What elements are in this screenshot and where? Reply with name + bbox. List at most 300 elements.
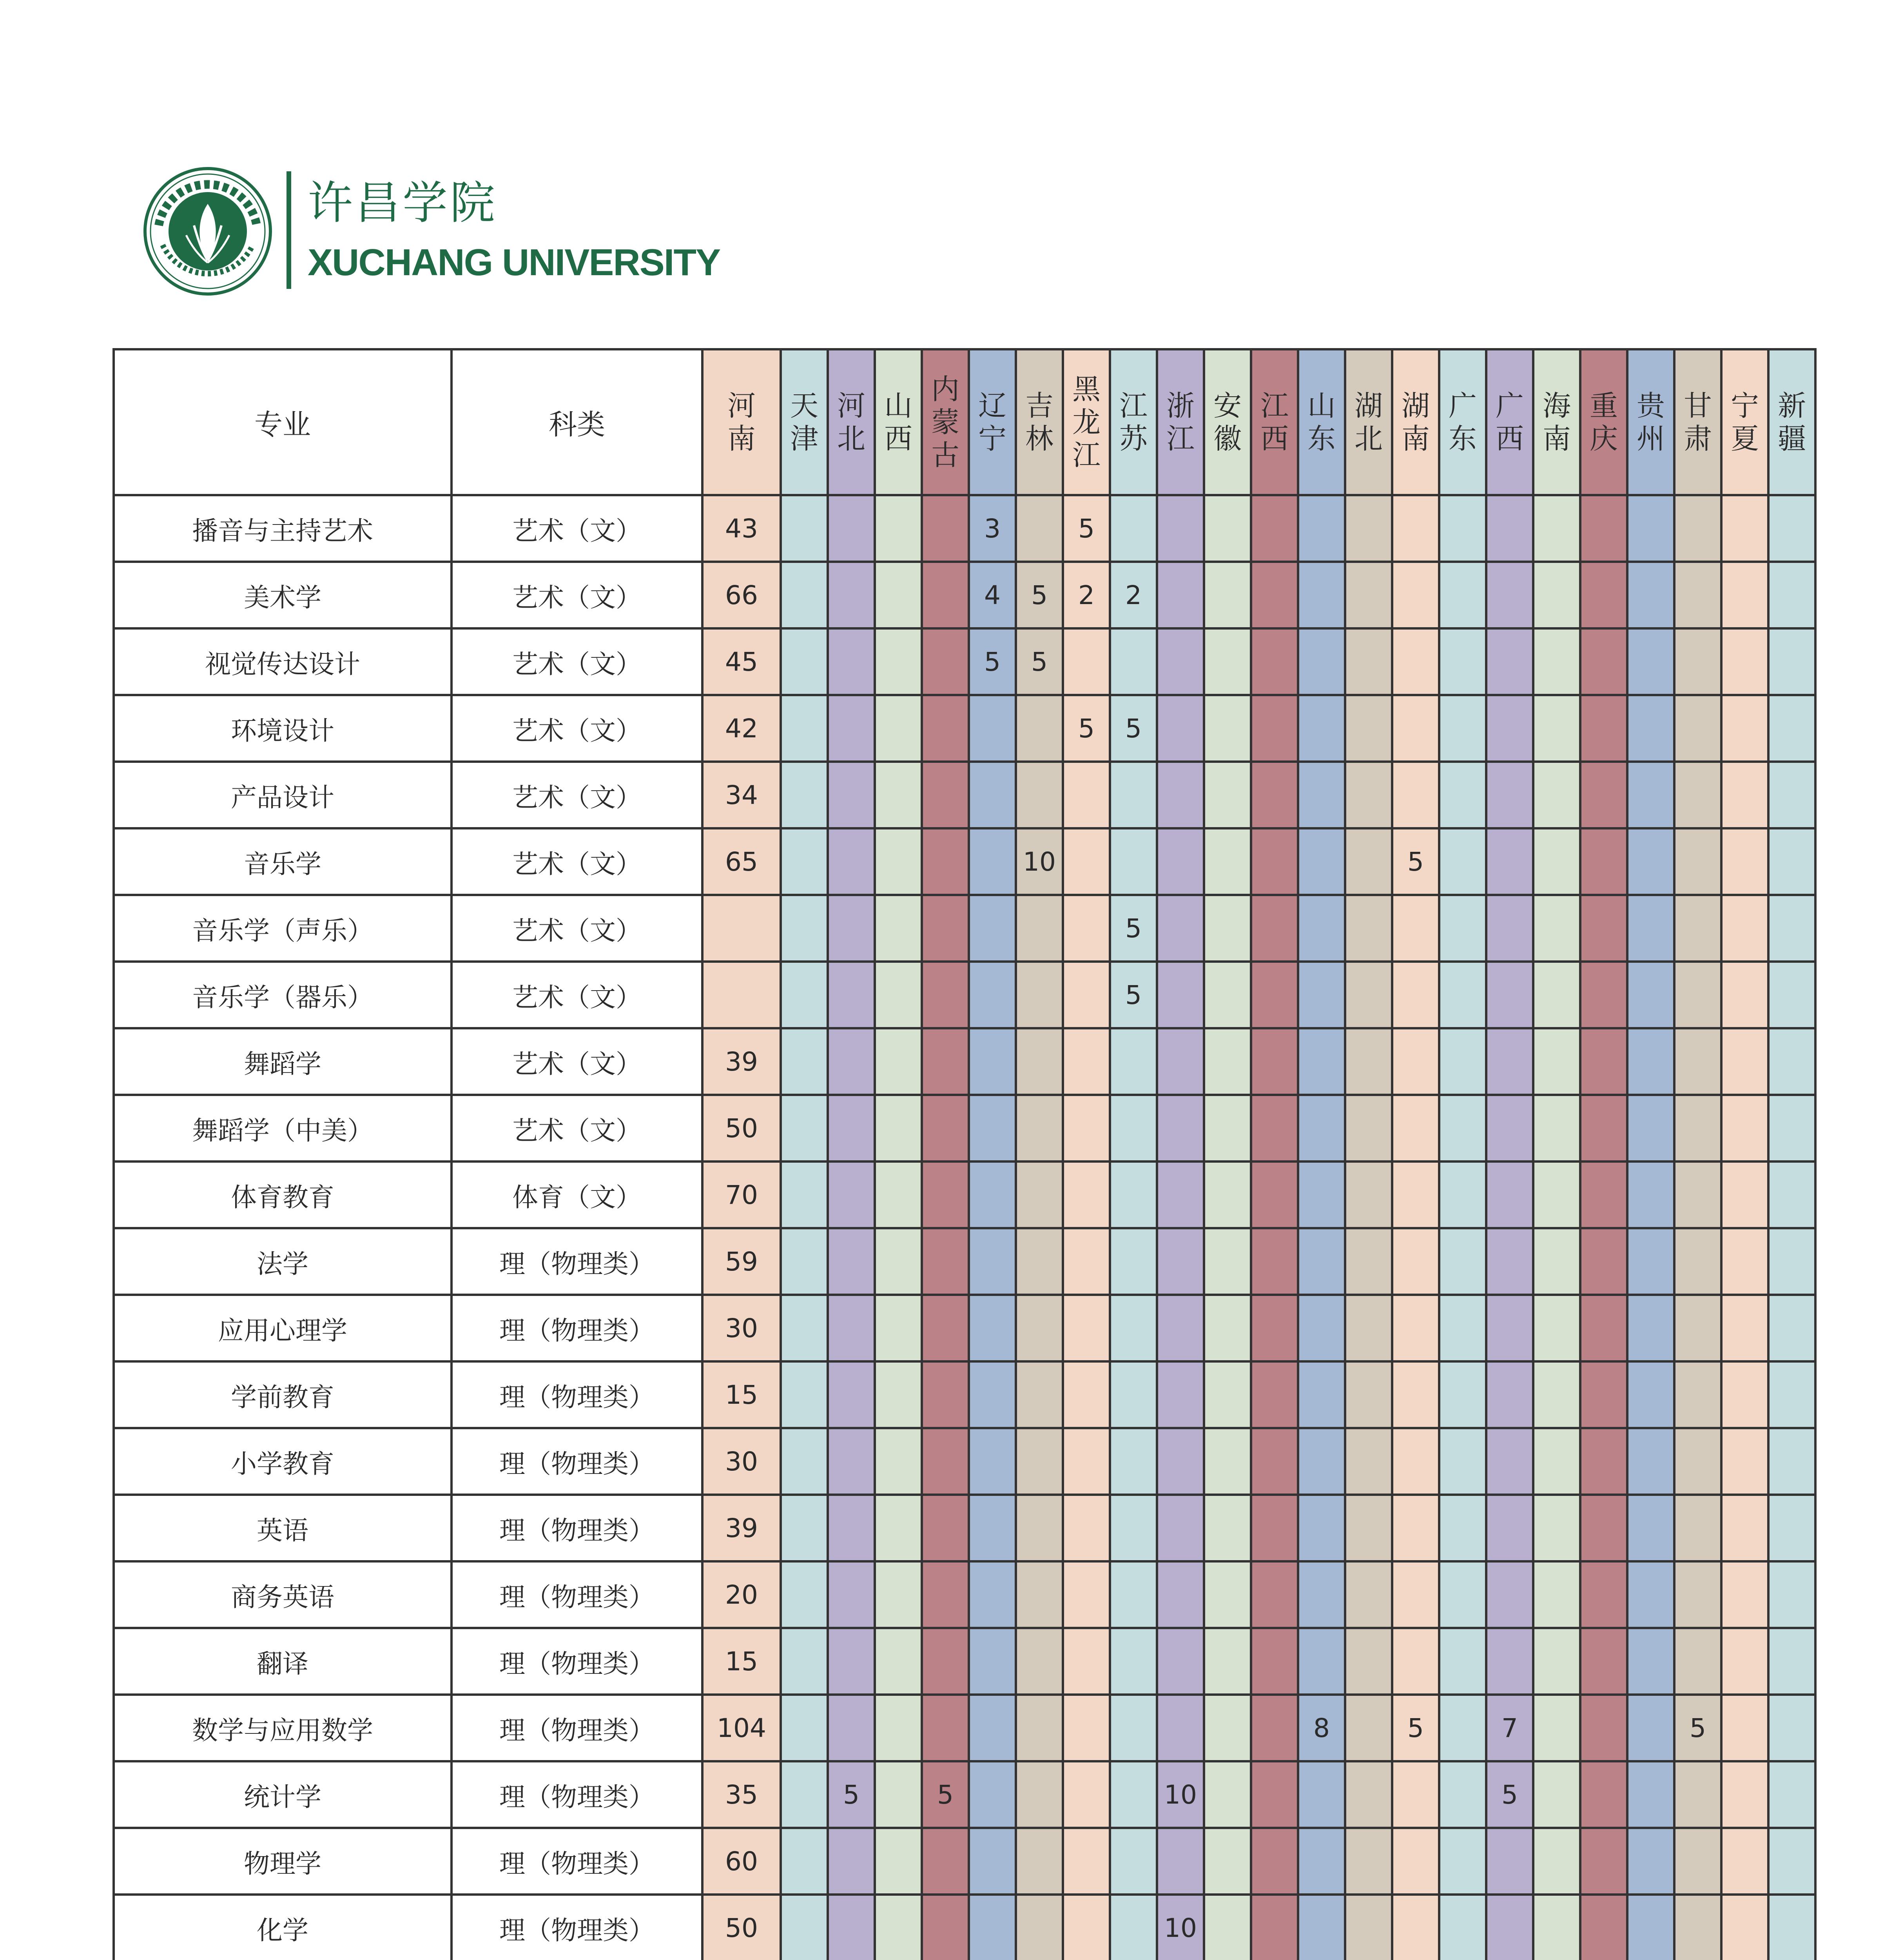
quota-cell	[1345, 495, 1392, 562]
quota-cell	[1157, 1361, 1204, 1428]
quota-cell	[1580, 828, 1627, 895]
table-row	[114, 1161, 1815, 1228]
quota-cell	[1392, 495, 1439, 562]
major-cell: 小学教育	[114, 1428, 451, 1495]
quota-cell	[1063, 1628, 1110, 1695]
quota-cell	[1157, 695, 1204, 762]
quota-cell	[875, 962, 922, 1028]
quota-cell	[1627, 1028, 1674, 1095]
quota-cell	[1110, 1295, 1157, 1361]
quota-cell	[781, 1695, 828, 1761]
column-header-province	[1157, 349, 1204, 495]
category-cell: 艺术（文）	[451, 562, 702, 628]
quota-cell	[1533, 1695, 1580, 1761]
quota-cell	[1345, 1028, 1392, 1095]
table-row	[114, 1628, 1815, 1695]
quota-cell	[828, 495, 875, 562]
quota-cell	[828, 1228, 875, 1295]
quota-cell	[1439, 1761, 1486, 1828]
table-row	[114, 1695, 1815, 1761]
table-body	[114, 495, 1815, 1960]
column-header-province	[875, 349, 922, 495]
quota-cell: 5	[1392, 1695, 1439, 1761]
quota-cell	[1063, 828, 1110, 895]
quota-cell	[1345, 1495, 1392, 1561]
quota-cell	[1721, 1161, 1768, 1228]
quota-cell	[1627, 1828, 1674, 1895]
quota-cell	[1063, 1228, 1110, 1295]
quota-cell	[1674, 1895, 1721, 1960]
quota-cell	[828, 1161, 875, 1228]
quota-cell	[828, 1828, 875, 1895]
quota-cell	[1627, 495, 1674, 562]
quota-cell	[1721, 628, 1768, 695]
quota-cell	[922, 1228, 969, 1295]
quota-cell	[969, 1095, 1016, 1161]
category-cell: 艺术（文）	[451, 962, 702, 1028]
quota-cell	[1110, 828, 1157, 895]
quota-cell	[922, 1295, 969, 1361]
quota-cell	[1110, 1028, 1157, 1095]
quota-cell	[922, 1161, 969, 1228]
major-cell: 舞蹈学（中美）	[114, 1095, 451, 1161]
quota-cell	[1768, 1361, 1815, 1428]
quota-cell	[922, 1361, 969, 1428]
category-cell: 理（物理类）	[451, 1761, 702, 1828]
quota-cell	[828, 1428, 875, 1495]
column-header-province	[1580, 349, 1627, 495]
quota-cell	[875, 1561, 922, 1628]
quota-cell	[781, 1895, 828, 1960]
province-label: 广西	[1495, 389, 1524, 455]
quota-cell	[1345, 1761, 1392, 1828]
quota-cell	[1533, 1428, 1580, 1495]
quota-cell	[1063, 1695, 1110, 1761]
category-cell: 理（物理类）	[451, 1295, 702, 1361]
quota-cell	[1768, 1828, 1815, 1895]
quota-cell	[1533, 1628, 1580, 1695]
province-label: 天津	[790, 389, 818, 455]
quota-cell	[875, 1695, 922, 1761]
quota-cell	[1204, 495, 1251, 562]
quota-cell	[1627, 1895, 1674, 1960]
quota-cell: 5	[1392, 828, 1439, 895]
quota-cell	[875, 628, 922, 695]
quota-cell	[1768, 828, 1815, 895]
quota-cell	[969, 1361, 1016, 1428]
quota-cell	[1768, 1028, 1815, 1095]
quota-cell	[828, 695, 875, 762]
quota-cell	[1345, 628, 1392, 695]
category-cell: 理（物理类）	[451, 1695, 702, 1761]
quota-cell	[1110, 1895, 1157, 1960]
quota-cell	[1486, 628, 1533, 695]
quota-cell	[1016, 962, 1063, 1028]
quota-cell	[1627, 1161, 1674, 1228]
quota-cell	[969, 895, 1016, 962]
quota-cell	[922, 562, 969, 628]
quota-cell	[1439, 895, 1486, 962]
quota-cell	[1580, 1828, 1627, 1895]
quota-cell	[875, 828, 922, 895]
column-header-province	[1063, 349, 1110, 495]
quota-cell	[1298, 1895, 1345, 1960]
quota-cell: 50	[702, 1895, 781, 1960]
quota-cell	[1204, 1895, 1251, 1960]
quota-cell	[828, 628, 875, 695]
quota-cell	[1063, 962, 1110, 1028]
quota-cell	[1486, 1228, 1533, 1295]
quota-cell	[1533, 562, 1580, 628]
quota-cell	[1110, 1361, 1157, 1428]
category-cell: 理（物理类）	[451, 1361, 702, 1428]
category-cell: 理（物理类）	[451, 1828, 702, 1895]
quota-cell	[1580, 1095, 1627, 1161]
quota-cell	[922, 1095, 969, 1161]
quota-cell	[1298, 695, 1345, 762]
quota-cell	[1721, 1628, 1768, 1695]
quota-cell	[1016, 1028, 1063, 1095]
quota-cell	[1204, 762, 1251, 828]
quota-cell	[1768, 1495, 1815, 1561]
quota-cell	[1439, 1228, 1486, 1295]
quota-cell	[1392, 1295, 1439, 1361]
quota-cell	[1251, 695, 1298, 762]
quota-cell	[1533, 1561, 1580, 1628]
quota-cell	[1204, 1028, 1251, 1095]
quota-cell	[1486, 1361, 1533, 1428]
province-label: 内蒙古	[931, 373, 959, 472]
quota-cell	[1345, 1295, 1392, 1361]
quota-cell	[1721, 1561, 1768, 1628]
column-header-province	[702, 349, 781, 495]
quota-cell	[1204, 1695, 1251, 1761]
quota-cell	[1392, 1628, 1439, 1695]
quota-cell: 3	[969, 495, 1016, 562]
quota-cell	[875, 895, 922, 962]
university-logo-icon	[143, 167, 272, 296]
province-label: 宁夏	[1730, 389, 1759, 455]
quota-cell	[1768, 962, 1815, 1028]
quota-cell	[1345, 895, 1392, 962]
quota-cell	[1674, 695, 1721, 762]
quota-cell	[1627, 1695, 1674, 1761]
quota-cell: 5	[1016, 628, 1063, 695]
quota-cell	[1345, 762, 1392, 828]
quota-cell	[922, 762, 969, 828]
quota-cell	[1392, 1228, 1439, 1295]
quota-cell	[969, 828, 1016, 895]
quota-cell	[1674, 1428, 1721, 1495]
quota-cell	[1721, 1895, 1768, 1960]
quota-cell	[1063, 895, 1110, 962]
quota-cell	[1157, 828, 1204, 895]
quota-cell	[1674, 762, 1721, 828]
quota-cell	[1157, 1828, 1204, 1895]
quota-cell	[1768, 1895, 1815, 1960]
quota-cell	[1674, 1361, 1721, 1428]
quota-cell	[1721, 962, 1768, 1028]
quota-cell	[1251, 895, 1298, 962]
major-cell: 商务英语	[114, 1561, 451, 1628]
quota-cell	[969, 1561, 1016, 1628]
quota-cell	[922, 1695, 969, 1761]
quota-cell	[1110, 1561, 1157, 1628]
quota-cell	[875, 1628, 922, 1695]
quota-cell	[1439, 762, 1486, 828]
quota-cell	[828, 1361, 875, 1428]
quota-cell	[1392, 628, 1439, 695]
table-row	[114, 1295, 1815, 1361]
column-header-province	[828, 349, 875, 495]
quota-cell	[1251, 1295, 1298, 1361]
quota-cell	[1345, 695, 1392, 762]
quota-cell	[1298, 895, 1345, 962]
quota-cell	[1580, 1028, 1627, 1095]
quota-cell	[1392, 895, 1439, 962]
quota-cell	[922, 1628, 969, 1695]
quota-cell: 5	[1110, 962, 1157, 1028]
column-header-province	[1204, 349, 1251, 495]
province-label: 甘肃	[1683, 389, 1712, 455]
major-cell: 播音与主持艺术	[114, 495, 451, 562]
quota-cell	[781, 1495, 828, 1561]
quota-cell	[828, 1295, 875, 1361]
quota-cell	[781, 1428, 828, 1495]
quota-cell	[1251, 828, 1298, 895]
quota-cell	[1345, 1361, 1392, 1428]
quota-cell: 15	[702, 1628, 781, 1695]
quota-cell	[1110, 1695, 1157, 1761]
province-label: 吉林	[1025, 389, 1053, 455]
quota-cell	[1674, 628, 1721, 695]
quota-cell	[1721, 1428, 1768, 1495]
quota-cell	[1721, 828, 1768, 895]
quota-cell	[1016, 895, 1063, 962]
quota-cell	[1157, 562, 1204, 628]
quota-cell	[1345, 1695, 1392, 1761]
quota-cell	[1157, 1561, 1204, 1628]
quota-cell	[1298, 762, 1345, 828]
quota-cell	[875, 695, 922, 762]
quota-cell	[1016, 1095, 1063, 1161]
quota-cell	[1533, 1228, 1580, 1295]
quota-cell	[1674, 895, 1721, 962]
category-cell: 艺术（文）	[451, 495, 702, 562]
category-cell: 艺术（文）	[451, 762, 702, 828]
quota-cell	[1251, 962, 1298, 1028]
quota-cell	[1298, 1361, 1345, 1428]
header-divider	[286, 171, 291, 289]
quota-cell	[1533, 962, 1580, 1028]
quota-cell	[1580, 962, 1627, 1028]
quota-cell: 4	[969, 562, 1016, 628]
column-header-province	[1298, 349, 1345, 495]
quota-cell	[969, 1761, 1016, 1828]
table-row	[114, 962, 1815, 1028]
quota-cell	[1439, 1295, 1486, 1361]
quota-cell	[969, 762, 1016, 828]
quota-cell	[1486, 1428, 1533, 1495]
quota-cell	[1439, 1628, 1486, 1695]
quota-cell	[1439, 562, 1486, 628]
table-row	[114, 1361, 1815, 1428]
quota-cell	[1204, 1561, 1251, 1628]
quota-cell	[1204, 1761, 1251, 1828]
quota-cell	[1721, 1495, 1768, 1561]
quota-cell	[1110, 1095, 1157, 1161]
quota-cell	[781, 828, 828, 895]
quota-cell	[1204, 1295, 1251, 1361]
major-cell: 音乐学	[114, 828, 451, 895]
quota-cell	[1016, 1628, 1063, 1695]
quota-cell	[1768, 1095, 1815, 1161]
quota-cell	[1580, 1295, 1627, 1361]
quota-cell	[1768, 695, 1815, 762]
quota-cell	[1627, 628, 1674, 695]
quota-cell	[1674, 1095, 1721, 1161]
major-cell: 音乐学（器乐）	[114, 962, 451, 1028]
quota-cell	[875, 562, 922, 628]
quota-cell	[1768, 1628, 1815, 1695]
quota-cell	[1721, 1095, 1768, 1161]
quota-cell	[1063, 1028, 1110, 1095]
quota-cell	[1627, 828, 1674, 895]
quota-cell	[1251, 495, 1298, 562]
quota-cell	[1533, 1028, 1580, 1095]
category-cell: 理（物理类）	[451, 1561, 702, 1628]
quota-cell	[1110, 1428, 1157, 1495]
major-cell: 舞蹈学	[114, 1028, 451, 1095]
quota-cell	[1533, 1361, 1580, 1428]
quota-cell	[828, 1695, 875, 1761]
quota-cell	[1298, 1828, 1345, 1895]
quota-cell	[781, 1761, 828, 1828]
table-row	[114, 562, 1815, 628]
quota-cell	[1063, 1361, 1110, 1428]
quota-cell	[1016, 1228, 1063, 1295]
quota-cell	[1298, 1228, 1345, 1295]
quota-cell	[1533, 695, 1580, 762]
column-header-province	[1016, 349, 1063, 495]
quota-cell	[781, 1161, 828, 1228]
quota-cell	[1204, 1161, 1251, 1228]
quota-cell: 5	[1674, 1695, 1721, 1761]
major-cell: 音乐学（声乐）	[114, 895, 451, 962]
quota-cell	[1016, 1428, 1063, 1495]
quota-cell	[1439, 1895, 1486, 1960]
province-label: 辽宁	[978, 389, 1006, 455]
quota-cell	[875, 1895, 922, 1960]
quota-cell	[1204, 628, 1251, 695]
quota-cell	[875, 1095, 922, 1161]
quota-cell	[1063, 1495, 1110, 1561]
quota-cell	[922, 1028, 969, 1095]
quota-cell	[1439, 1161, 1486, 1228]
quota-cell	[922, 1428, 969, 1495]
table-header-row	[114, 349, 1815, 495]
quota-cell	[1768, 495, 1815, 562]
quota-cell	[1768, 1428, 1815, 1495]
quota-cell	[1251, 628, 1298, 695]
quota-cell: 43	[702, 495, 781, 562]
quota-cell	[1063, 1761, 1110, 1828]
quota-cell	[1768, 895, 1815, 962]
quota-cell	[1486, 1028, 1533, 1095]
quota-cell	[1721, 1028, 1768, 1095]
quota-cell	[1157, 1295, 1204, 1361]
quota-cell	[1157, 1161, 1204, 1228]
quota-cell	[1580, 1495, 1627, 1561]
quota-cell	[1580, 1428, 1627, 1495]
table-row	[114, 1428, 1815, 1495]
quota-cell	[1486, 1561, 1533, 1628]
quota-cell	[875, 1361, 922, 1428]
quota-cell	[781, 762, 828, 828]
quota-cell	[1580, 1628, 1627, 1695]
major-cell: 体育教育	[114, 1161, 451, 1228]
quota-cell	[781, 695, 828, 762]
quota-cell: 42	[702, 695, 781, 762]
quota-cell	[1486, 562, 1533, 628]
quota-cell	[969, 1295, 1016, 1361]
quota-cell	[1251, 1561, 1298, 1628]
quota-cell	[1110, 495, 1157, 562]
quota-cell	[1439, 495, 1486, 562]
quota-cell	[1627, 1495, 1674, 1561]
major-cell: 化学	[114, 1895, 451, 1960]
quota-cell	[1439, 828, 1486, 895]
quota-cell	[1533, 1761, 1580, 1828]
quota-cell	[1016, 1161, 1063, 1228]
column-header-province	[1627, 349, 1674, 495]
quota-cell	[781, 1028, 828, 1095]
quota-cell	[1486, 495, 1533, 562]
quota-cell	[1345, 1561, 1392, 1628]
quota-cell	[1580, 1695, 1627, 1761]
quota-cell	[1580, 895, 1627, 962]
major-cell: 视觉传达设计	[114, 628, 451, 695]
column-header-province	[922, 349, 969, 495]
quota-cell	[1674, 1295, 1721, 1361]
column-header-province	[1533, 349, 1580, 495]
quota-cell: 2	[1063, 562, 1110, 628]
major-cell: 产品设计	[114, 762, 451, 828]
quota-cell: 59	[702, 1228, 781, 1295]
quota-cell	[1204, 1628, 1251, 1695]
quota-cell	[969, 1628, 1016, 1695]
quota-cell	[1204, 562, 1251, 628]
quota-cell	[1721, 1761, 1768, 1828]
quota-cell	[1674, 1028, 1721, 1095]
quota-cell	[1486, 962, 1533, 1028]
quota-cell	[1345, 1895, 1392, 1960]
quota-cell	[875, 1495, 922, 1561]
category-cell: 艺术（文）	[451, 895, 702, 962]
quota-cell	[1063, 1295, 1110, 1361]
table-row	[114, 1228, 1815, 1295]
quota-cell	[1627, 762, 1674, 828]
quota-cell	[1533, 828, 1580, 895]
quota-cell	[1627, 1428, 1674, 1495]
province-label: 江西	[1260, 389, 1289, 455]
quota-cell	[1486, 1628, 1533, 1695]
quota-cell	[1674, 1495, 1721, 1561]
quota-cell	[1063, 1095, 1110, 1161]
column-header-province	[781, 349, 828, 495]
quota-cell	[1533, 1895, 1580, 1960]
quota-cell	[781, 1561, 828, 1628]
